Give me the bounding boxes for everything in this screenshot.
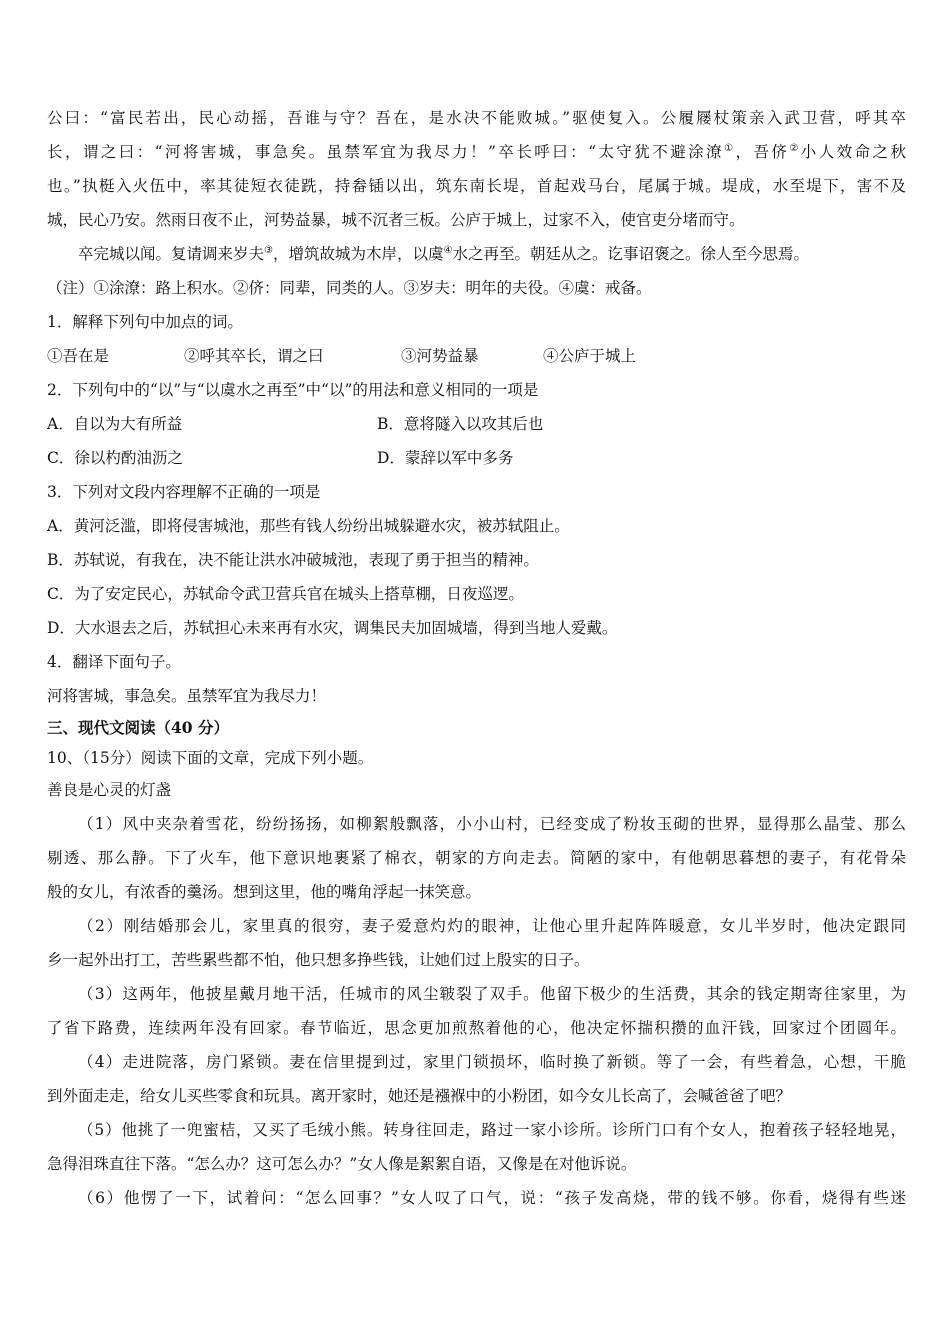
option-a: A．黄河泛滥，即将侵害城池，那些有钱人纷纷出城躲避水灾，被苏轼阻止。 xyxy=(47,517,570,535)
q1-item: ①吾在是 xyxy=(47,347,110,365)
option-d: D．蒙辞以军中多务 xyxy=(377,449,514,467)
question-2-options-cd xyxy=(47,441,906,475)
classical-line-1: 公曰：“富民若出，民心动摇，吾谁与守？吾在，是水决不能败城。”驱使复入。公履屦杖策亲入武卫营，呼其卒 xyxy=(47,109,906,127)
question-2-title: 2．下列句中的“以”与“以虞水之再至”中“以”的用法和意义相同的一项是 xyxy=(47,381,539,399)
section-heading: 三、现代文阅读（40 分） xyxy=(47,718,229,737)
q1-item: ②呼其卒长，谓之曰 xyxy=(184,347,324,365)
classical-line-3: 也。”执梃入火伍中，率其徒短衣徒跣，持畚锸以出，筑东南长堤，首起戏马台，尾属于城。堤成，水至堤下，害不及 xyxy=(47,177,906,195)
article-paragraph-3: 了省下路费，连续两年没有回家。春节临近，思念更加煎熬着他的心，他决定怀揣积攒的血汗钱，回家过个团圆年。 xyxy=(47,1019,906,1037)
question-3-title: 3．下列对文段内容理解不正确的一项是 xyxy=(47,483,321,501)
footnote-marker: ② xyxy=(789,142,801,154)
article-paragraph-4: （4）走进院落，房门紧锁。妻在信里提到过，家里门锁损坏，临时换了新锁。等了一会，有些着急，心想，干脆 xyxy=(78,1053,906,1071)
footnote-marker: ③ xyxy=(264,244,273,256)
option-c: C．徐以杓酌油沥之 xyxy=(47,449,183,467)
article-paragraph-5: （5）他挑了一兜蜜桔，又买了毛绒小熊。转身往回走，路过一家小诊所。诊所门口有个女人，抱着孩子轻轻地晃， xyxy=(78,1121,906,1139)
article-paragraph-3: （3）这两年，他披星戴月地干活，任城市的风尘皲裂了双手。他留下极少的生活费，其余的钱定期寄往家里，为 xyxy=(78,985,906,1003)
option-b: B．苏轼说，有我在，决不能让洪水冲破城池，表现了勇于担当的精神。 xyxy=(47,551,539,569)
footnotes: （注）①涂潦：路上积水。②侪：同辈，同类的人。③岁夫：明年的夫役。④虞：戒备。 xyxy=(47,279,652,297)
article-paragraph-1: 般的女儿，有浓香的羹汤。想到这里，他的嘴角浮起一抹笑意。 xyxy=(47,883,482,901)
article-paragraph-2: 乡一起外出打工，苦些累些都不怕，他只想多挣些钱，让她们过上殷实的日子。 xyxy=(47,951,590,969)
option-c: C．为了安定民心，苏轼命令武卫营兵官在城头上搭草棚，日夜巡逻。 xyxy=(47,585,524,603)
question-1-title: 1．解释下列句中加点的词。 xyxy=(47,313,243,331)
q1-item: ④公庐于城上 xyxy=(543,347,637,365)
classical-line-2: 长，谓之曰：“河将害城，事急矣。虽禁军宜为我尽力！”卒长呼曰：“太守犹不避涂潦①，吾侪②小人效命之秋 xyxy=(47,142,906,161)
article-paragraph-5: 急得泪珠直往下落。“怎么办？这可怎么办？”女人像是絮絮自语，又像是在对他诉说。 xyxy=(47,1155,637,1173)
question-10-intro: 10、（15分）阅读下面的文章，完成下列小题。 xyxy=(47,749,374,767)
question-1-items xyxy=(47,339,906,373)
classical-line-4: 城，民心乃安。然雨日夜不止，河势益暴，城不沉者三板。公庐于城上，过家不入，使官吏分堵而守。 xyxy=(47,211,745,229)
classical-line-5: 卒完城以闻。复请调来岁夫③，增筑故城为木岸，以虞④水之再至。朝廷从之。讫事诏褒之。徐人至今思焉。 xyxy=(78,244,809,263)
article-title: 善良是心灵的灯盏 xyxy=(47,781,172,799)
article-paragraph-1: 剔透、那么静。下了火车，他下意识地裹紧了棉衣，朝家的方向走去。简陋的家中，有他朝思暮想的妻子，有花骨朵 xyxy=(47,849,906,867)
option-a: A．自以为大有所益 xyxy=(47,415,183,433)
question-4-title: 4．翻译下面句子。 xyxy=(47,653,181,671)
article-paragraph-1: （1）风中夹杂着雪花，纷纷扬扬，如柳絮般飘落，小小山村，已经变成了粉妆玉砌的世界，显得那么晶莹、那么 xyxy=(78,815,906,833)
option-d: D．大水退去之后，苏轼担心未来再有水灾，调集民夫加固城墙，得到当地人爱戴。 xyxy=(47,619,618,637)
question-2-options-ab xyxy=(47,407,906,441)
q1-item: ③河势益暴 xyxy=(401,347,479,365)
article-paragraph-2: （2）刚结婚那会儿，家里真的很穷，妻子爱意灼灼的眼神，让他心里升起阵阵暖意，女儿半岁时，他决定跟同 xyxy=(78,917,906,935)
footnote-marker: ④ xyxy=(443,244,453,256)
question-4-sentence: 河将害城，事急矣。虽禁军宜为我尽力！ xyxy=(47,687,327,705)
article-paragraph-4: 到外面走走，给女儿买些零食和玩具。离开家时，她还是襁褓中的小粉团，如今女儿长高了，会喊爸爸了吧？ xyxy=(47,1087,792,1105)
footnote-marker: ① xyxy=(724,142,736,154)
article-paragraph-6: （6）他愣了一下，试着问：“怎么回事？”女人叹了口气，说：“孩子发高烧，带的钱不够。你看，烧得有些迷 xyxy=(78,1189,906,1207)
option-b: B．意将隧入以攻其后也 xyxy=(377,415,544,433)
